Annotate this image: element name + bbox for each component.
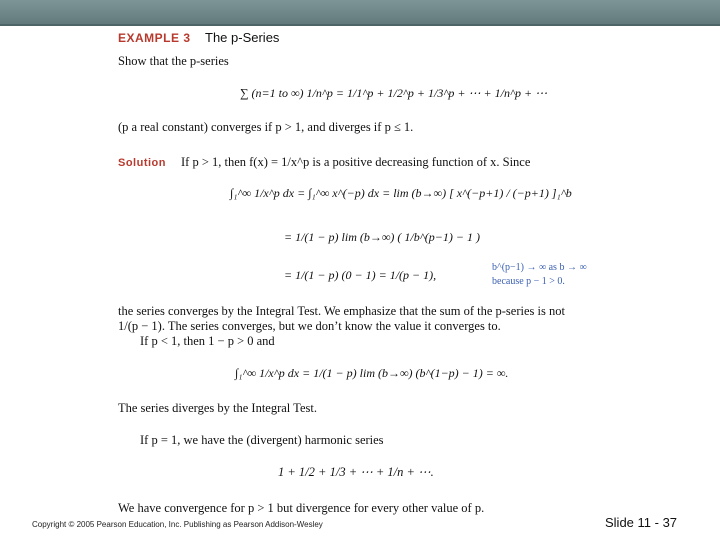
integral-eq3: = 1/(1 − p) (0 − 1) = 1/(p − 1), <box>284 268 437 282</box>
integral-eq1: ∫₁^∞ 1/x^p dx = ∫₁^∞ x^(−p) dx = lim (b→∞) [ x^(−p+1) / (−p+1) ]₁^b <box>230 186 572 200</box>
harmonic-series: 1 + 1/2 + 1/3 + ⋯ + 1/n + ⋯. <box>278 465 434 479</box>
case-p-equals-one: If p = 1, we have the (divergent) harmonic series <box>140 433 384 447</box>
solution-label: Solution <box>118 157 166 169</box>
integral-eq2: = 1/(1 − p) lim (b→∞) ( 1/b^(p−1) − 1 ) <box>284 230 480 244</box>
slide-number: Slide 11 - 37 <box>605 515 678 530</box>
conclusion-line2: 1/(p − 1). The series converges, but we don’t know the value it converges to. <box>118 319 501 333</box>
divergence-statement: The series diverges by the Integral Test. <box>118 401 317 415</box>
example-title: The p-Series <box>205 30 280 45</box>
conclusion-line1: the series converges by the Integral Test. We emphasize that the sum of the p-series is not <box>118 304 565 318</box>
statement-condition: (p a real constant) converges if p > 1, and diverges if p ≤ 1. <box>118 120 414 134</box>
integral-eq4: ∫₁^∞ 1/x^p dx = 1/(1 − p) lim (b→∞) (b^(1−p) − 1) = ∞. <box>235 366 509 380</box>
solution-line1: If p > 1, then f(x) = 1/x^p is a positive decreasing function of x. Since <box>181 155 531 169</box>
title-bar <box>0 0 720 26</box>
statement-intro: Show that the p-series <box>118 54 229 68</box>
p-series-formula: ∑ (n=1 to ∞) 1/n^p = 1/1^p + 1/2^p + 1/3^p + ⋯ + 1/n^p + ⋯ <box>240 86 548 100</box>
final-statement: We have convergence for p > 1 but divergence for every other value of p. <box>118 501 485 515</box>
copyright-notice: Copyright © 2005 Pearson Education, Inc. Publishing as Pearson Addison-Wesley <box>32 520 323 529</box>
side-note-line1: b^(p−1) → ∞ as b → ∞ <box>492 262 587 273</box>
example-label: EXAMPLE 3 <box>118 31 191 45</box>
side-note-line2: because p − 1 > 0. <box>492 276 565 287</box>
case-p-less-than-one: If p < 1, then 1 − p > 0 and <box>140 334 275 348</box>
